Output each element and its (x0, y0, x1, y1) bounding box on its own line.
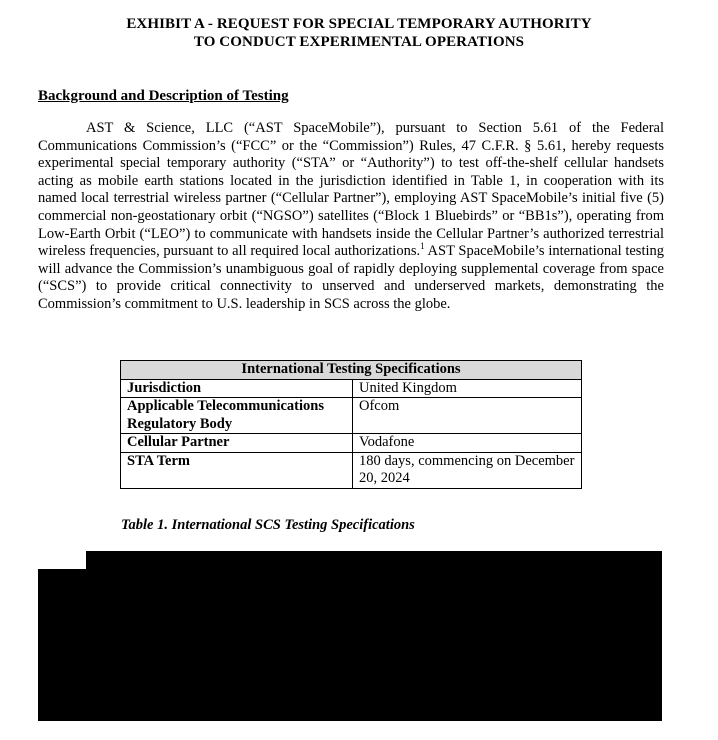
table-row (121, 398, 582, 434)
row-label: Cellular Partner (121, 434, 353, 453)
body-paragraph (38, 120, 664, 314)
footnote-marker[interactable]: 1 (420, 241, 425, 252)
redaction-block (38, 569, 662, 721)
row-label: STA Term (121, 452, 353, 488)
row-value: 180 days, commencing on December 20, 2024 (353, 452, 582, 488)
row-value: Vodafone (353, 434, 582, 453)
table-caption: Table 1. International SCS Testing Specifications (121, 517, 415, 533)
section-heading: Background and Description of Testing (38, 88, 289, 104)
table-row (121, 452, 582, 488)
row-label: Jurisdiction (121, 379, 353, 398)
row-label: Applicable Telecommunications Regulatory Body (121, 398, 353, 434)
paragraph-text-part-2: AST SpaceMobile’s international testing will advance the Commission’s unambiguous goal of rapidly deploying supplemental coverage from space (“SCS”) to provide critical connectivity to unserved and underserved markets, demonstrating the Commission’s commitment to U.S. leadership in SCS across the globe. (38, 243, 664, 312)
row-value: Ofcom (353, 398, 582, 434)
table-header: International Testing Specifications (121, 361, 582, 380)
specifications-table (120, 360, 582, 489)
redaction-block (86, 551, 662, 571)
table-row (121, 379, 582, 398)
row-value: United Kingdom (353, 379, 582, 398)
table-row (121, 434, 582, 453)
paragraph-text-part-1: AST & Science, LLC (“AST SpaceMobile”), pursuant to Section 5.61 of the Federal Communications Commission’s (“FCC” or the “Commission”) Rules, 47 C.F.R. § 5.61, hereby requests experimental special temporary authority (“STA” or “Authority”) to test off-the-shelf cellular handsets acting as mobile earth stations located in the jurisdiction identified in Table 1, in cooperation with its named local terrestrial wireless partner (“Cellular Partner”), employing AST SpaceMobile’s initial five (5) commercial non-geostationary orbit (“NGSO”) satellites (“Block 1 Bluebirds” or “BB1s”), operating from Low-Earth Orbit (“LEO”) to communicate with handsets inside the Cellular Partner’s authorized terrestrial wireless frequencies, pursuant to all required local authorizations. (38, 120, 664, 260)
document-title (0, 15, 718, 51)
title-line-2: TO CONDUCT EXPERIMENTAL OPERATIONS (193, 34, 525, 50)
title-line-1: EXHIBIT A - REQUEST FOR SPECIAL TEMPORARY AUTHORITY (126, 16, 592, 32)
table-header-row (121, 361, 582, 380)
